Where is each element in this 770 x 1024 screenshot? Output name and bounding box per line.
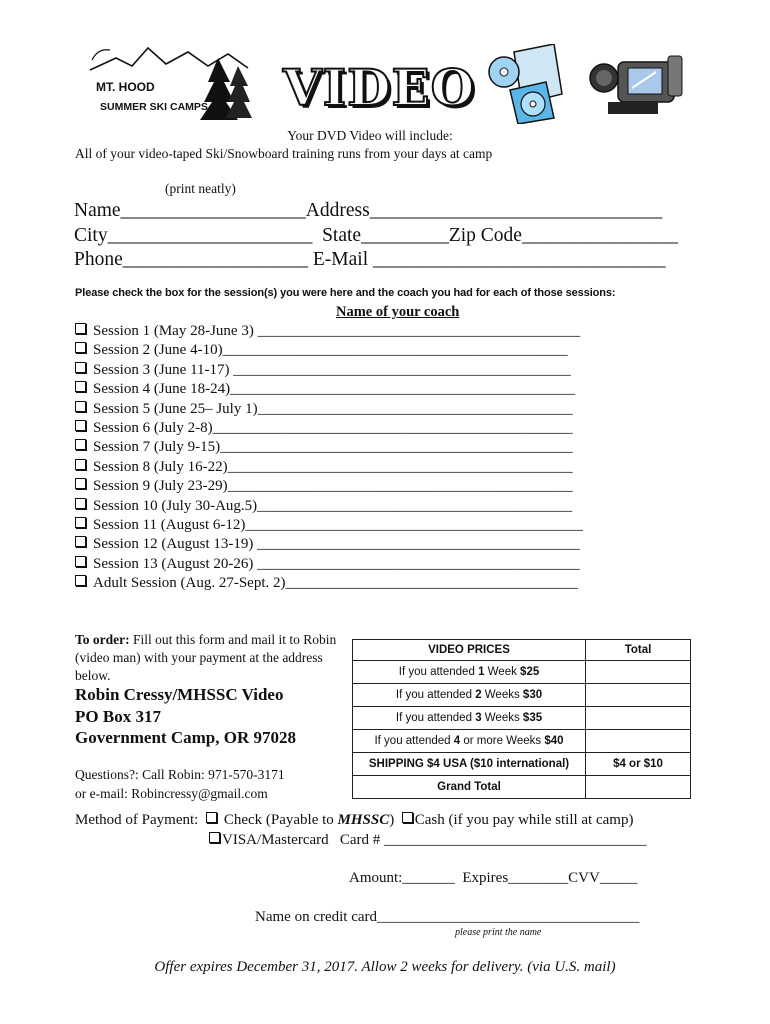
- shipping-total: $4 or $10: [586, 753, 691, 776]
- session-item[interactable]: [75, 322, 583, 341]
- coach-column-heading: Name of your coach: [336, 304, 460, 320]
- name-on-card-field[interactable]: Name on credit card___________________________________: [255, 909, 640, 925]
- header-total: Total: [586, 640, 691, 661]
- order-label: To order:: [75, 632, 130, 647]
- card-payment-row[interactable]: [209, 832, 647, 849]
- checkbox-icon[interactable]: [402, 812, 413, 823]
- checkbox-icon[interactable]: [75, 342, 86, 353]
- order-instructions: [75, 631, 350, 685]
- checkbox-icon[interactable]: [75, 459, 86, 470]
- session-item[interactable]: [75, 535, 583, 554]
- checkbox-icon[interactable]: [75, 517, 86, 528]
- mailing-address: [75, 684, 296, 749]
- session-item[interactable]: [75, 341, 583, 360]
- checkbox-icon[interactable]: [75, 401, 86, 412]
- price-table: [352, 639, 691, 799]
- intro-line-1: Your DVD Video will include:: [287, 128, 453, 143]
- offer-expiry-note: Offer expires December 31, 2017. Allow 2 weeks for delivery. (via U.S. mail): [154, 959, 616, 975]
- price-option: If you attended 2 Weeks $30: [353, 684, 586, 707]
- price-option: If you attended 4 or more Weeks $40: [353, 730, 586, 753]
- checkbox-icon[interactable]: [75, 420, 86, 431]
- session-item[interactable]: [75, 574, 583, 593]
- questions-email: or e-mail: Robincressy@gmail.com: [75, 786, 268, 801]
- session-item[interactable]: [75, 400, 583, 419]
- total-cell[interactable]: [586, 661, 691, 684]
- mt-hood-logo: [88, 40, 258, 120]
- checkbox-icon[interactable]: [209, 832, 220, 843]
- table-row: [353, 707, 691, 730]
- session-label: Adult Session (Aug. 27-Sept. 2)_______________________________________: [93, 575, 578, 592]
- checkbox-icon[interactable]: [75, 439, 86, 450]
- table-row: [353, 661, 691, 684]
- checkbox-icon[interactable]: [75, 575, 86, 586]
- checkbox-icon[interactable]: [75, 478, 86, 489]
- checkbox-icon[interactable]: [206, 812, 217, 823]
- session-label: Session 7 (July 9-15)_______________________________________________: [93, 439, 573, 456]
- grand-total-cell[interactable]: [586, 776, 691, 799]
- session-label: Session 11 (August 6-12)_____________________________________________: [93, 516, 583, 533]
- order-text: Fill out this form and mail it to Robin (video man) with your payment at the address below.: [75, 632, 337, 683]
- page-title: VIDEO: [283, 58, 476, 117]
- session-item[interactable]: [75, 555, 583, 574]
- print-name-note: please print the name: [455, 927, 542, 938]
- check-option-label: Check (Payable to: [223, 812, 338, 828]
- session-label: Session 8 (July 16-22)______________________________________________: [93, 458, 573, 475]
- session-item[interactable]: [75, 419, 583, 438]
- address-line-2: PO Box 317: [75, 706, 161, 726]
- address-line-3: Government Camp, OR 97028: [75, 728, 296, 747]
- session-item[interactable]: [75, 477, 583, 496]
- cash-option-label: Cash (if you pay while still at camp): [414, 812, 634, 828]
- checkbox-icon[interactable]: [75, 323, 86, 334]
- table-row: [353, 776, 691, 799]
- session-list: [75, 322, 583, 593]
- session-label: Session 2 (June 4-10)______________________________________________: [93, 342, 568, 359]
- questions-contact: [75, 765, 285, 803]
- check-payee: MHSSC: [337, 812, 390, 828]
- amount-expires-cvv-field[interactable]: Amount:_______ Expires________CVV_____: [349, 870, 638, 886]
- shipping-label: SHIPPING $4 USA ($10 international): [353, 753, 586, 776]
- payment-method-label: Method of Payment:: [75, 812, 206, 828]
- checkbox-icon[interactable]: [75, 556, 86, 567]
- header-video-prices: VIDEO PRICES: [353, 640, 586, 661]
- session-label: Session 5 (June 25– July 1)__________________________________________: [93, 400, 573, 417]
- logo-text-line2: SUMMER SKI CAMPS: [100, 101, 208, 113]
- intro-line-2: All of your video-taped Ski/Snowboard training runs from your days at camp: [75, 146, 493, 161]
- questions-phone: Questions?: Call Robin: 971-570-3171: [75, 767, 285, 782]
- session-label: Session 1 (May 28-June 3) ___________________________________________: [93, 323, 581, 339]
- session-item[interactable]: [75, 380, 583, 399]
- session-label: Session 4 (June 18-24)______________________________________________: [93, 381, 576, 398]
- session-item[interactable]: [75, 497, 583, 516]
- address-line-1: Robin Cressy/MHSSC Video: [75, 685, 284, 704]
- city-state-zip-field[interactable]: City_____________________ State_________Zip Code________________: [74, 225, 678, 246]
- session-label: Session 13 (August 20-26) ___________________________________________: [93, 555, 580, 572]
- print-neatly-note: (print neatly): [165, 181, 236, 196]
- total-cell[interactable]: [586, 684, 691, 707]
- checkbox-icon[interactable]: [75, 362, 86, 373]
- table-row: [353, 730, 691, 753]
- table-row: [353, 753, 691, 776]
- session-label: Session 10 (July 30-Aug.5)__________________________________________: [93, 497, 573, 514]
- table-row: [353, 684, 691, 707]
- phone-email-field[interactable]: Phone___________________ E-Mail ______________________________: [74, 249, 666, 270]
- session-item[interactable]: [75, 516, 583, 535]
- card-number-field[interactable]: VISA/Mastercard Card # ___________________________________: [222, 832, 647, 848]
- total-cell[interactable]: [586, 707, 691, 730]
- session-label: Session 6 (July 2-8)________________________________________________: [93, 419, 573, 436]
- payment-method-row: Method of Payment: Check (Payable to MHSSC) Cash (if you pay while still at camp): [75, 812, 634, 828]
- dvd-icon: [484, 44, 564, 124]
- session-label: Session 12 (August 13-19) ___________________________________________: [93, 536, 580, 553]
- session-item[interactable]: [75, 438, 583, 457]
- total-cell[interactable]: [586, 730, 691, 753]
- session-item[interactable]: [75, 361, 583, 380]
- table-header-row: [353, 640, 691, 661]
- grand-total-label: Grand Total: [353, 776, 586, 799]
- session-label: Session 3 (June 11-17) _____________________________________________: [93, 361, 571, 378]
- checkbox-icon[interactable]: [75, 381, 86, 392]
- name-address-field[interactable]: Name___________________Address______________________________: [74, 200, 663, 221]
- price-option: If you attended 3 Weeks $35: [353, 707, 586, 730]
- camcorder-icon: [588, 48, 688, 126]
- checkbox-icon[interactable]: [75, 536, 86, 547]
- session-item[interactable]: [75, 458, 583, 477]
- logo-text-line1: MT. HOOD: [96, 80, 155, 94]
- price-option: If you attended 1 Week $25: [353, 661, 586, 684]
- session-instructions: Please check the box for the session(s) you were here and the coach you had for each of those sessions:: [75, 287, 616, 299]
- checkbox-icon[interactable]: [75, 498, 86, 509]
- session-label: Session 9 (July 23-29)______________________________________________: [93, 478, 573, 495]
